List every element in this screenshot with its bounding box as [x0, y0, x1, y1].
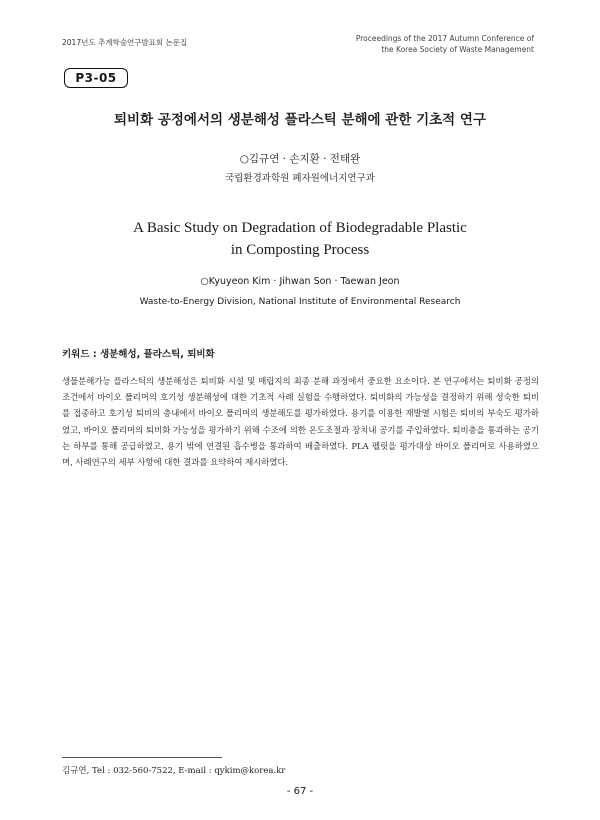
keywords: 키워드 : 생분해성, 플라스틱, 퇴비화	[62, 349, 215, 360]
english-affiliation: Waste-to-Energy Division, National Institute of Environmental Research	[139, 297, 461, 307]
abstract-body: 생물분해가능 플라스틱의 생분해성은 퇴비화 시설 및 매립지의 최종 분해 과정에서 중요한 요소이다. 본 연구에서는 퇴비화 공정의 조건에서 바이오 폴리머의 호기성 생분해성에 대한 기초적 사례 실험을 수행하였다. 퇴비화의 가능성을 결정하기 위해 성숙한 퇴비를 접종하고 호기성 퇴비의 층내에서 바이오 폴리머의 생분해도를 평가하였다. 용기를 이용한 재발열 시험은 퇴비의 부숙도 평가하였고, 바이오 폴리머의 퇴비화 가능성을 평가하기 위해 수조에 의한 온도조절과 장치내 공기를 주입하였다. 퇴비층을 통과하는 공기는 하부를 통해 공급하였고, 용기 밖에 연결된 흡수병을 통과하여 배출하였다. PLA 펠릿을 평가대상 바이오 폴리머로 사용하였으며, 사례연구의 세부 사항에 대한 결과를 요약하여 제시하였다.	[62, 376, 539, 468]
running-header-right	[356, 33, 534, 55]
page-number: - 67 -	[286, 786, 314, 797]
english-authors: ○Kyuyeon Kim · Jihwan Son · Taewan Jeon	[200, 276, 400, 287]
paper-code-badge: P3-05	[64, 68, 128, 88]
korean-authors: ○김규연 · 손지환 · 전태완	[239, 153, 361, 165]
korean-title: 퇴비화 공정에서의 생분해성 플라스틱 분해에 관한 기초적 연구	[114, 112, 486, 128]
english-title-line2: in Composting Process	[230, 242, 370, 258]
english-title-line1: A Basic Study on Degradation of Biodegradable Plastic	[133, 220, 467, 236]
footnote-contact: 김규연, Tel : 032-560-7522, E-mail : qykim@korea.kr	[62, 766, 286, 776]
running-header-right-line1: Proceedings of the 2017 Autumn Conference of	[355, 34, 534, 43]
running-header-left: 2017년도 추계학술연구발표회 논문집	[62, 38, 188, 47]
running-header-right-line2: the Korea Society of Waste Management	[381, 45, 534, 54]
english-title	[0, 217, 600, 261]
korean-affiliation: 국립환경과학원 폐자원에너지연구과	[225, 173, 375, 184]
footnote-divider	[62, 757, 222, 758]
